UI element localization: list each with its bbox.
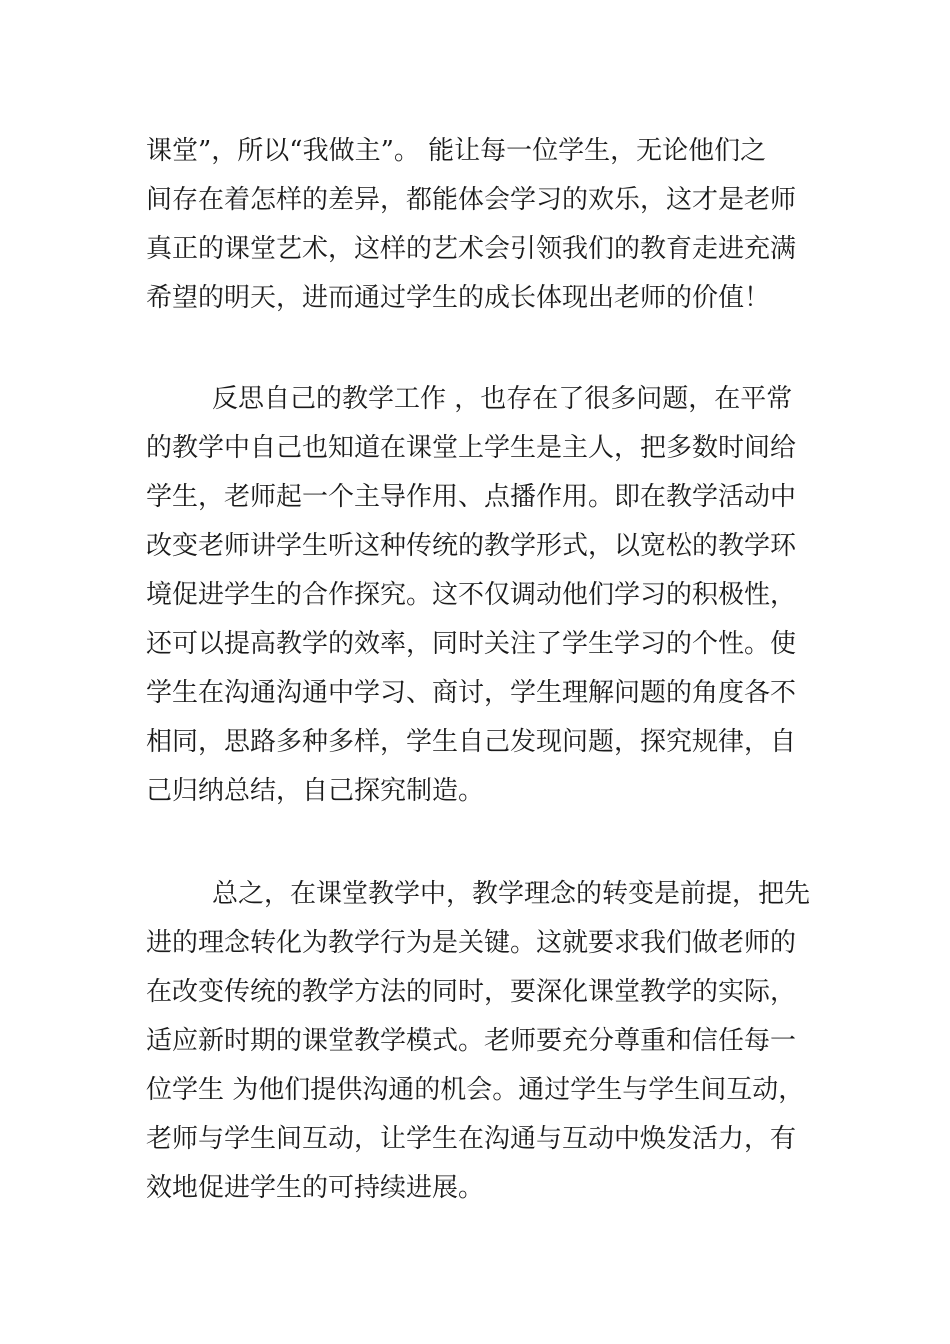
paragraph-2-line-1: 反思自己的教学工作 ，也存在了很多问题，在平常 bbox=[212, 384, 793, 414]
paragraph-2-line-6: 还可以提高教学的效率，同时关注了学生学习的个性。使 bbox=[146, 629, 797, 659]
paragraph-3-line-7: 效地促进学生的可持续进展。 bbox=[146, 1173, 485, 1203]
paragraph-3-line-6: 老师与学生间互动，让学生在沟通与互动中焕发活力，有 bbox=[146, 1124, 797, 1154]
paragraph-3-line-5: 位学生 为他们提供沟通的机会。通过学生与学生间互动， bbox=[146, 1075, 805, 1105]
paragraph-2-line-4: 改变老师讲学生听这种传统的教学形式，以宽松的教学环 bbox=[146, 531, 797, 561]
paragraph-1-line-3: 真正的课堂艺术，这样的艺术会引领我们的教育走进充满 bbox=[146, 234, 797, 264]
paragraph-2-line-9: 己归纳总结，自己探究制造。 bbox=[146, 776, 485, 806]
paragraph-1-line-4: 希望的明天，进而通过学生的成长体现出老师的价值！ bbox=[146, 283, 771, 313]
paragraph-1-line-2: 间存在着怎样的差异，都能体会学习的欢乐，这才是老师 bbox=[146, 185, 797, 215]
paragraph-2-line-3: 学生，老师起一个主导作用、点播作用。即在教学活动中 bbox=[146, 482, 797, 512]
paragraph-3-line-1: 总之，在课堂教学中，教学理念的转变是前提，把先 bbox=[212, 879, 811, 909]
paragraph-2-line-7: 学生在沟通沟通中学习、商讨，学生理解问题的角度各不 bbox=[146, 678, 797, 708]
paragraph-1-line-1: 课堂”，所以“我做主”。 能让每一位学生，无论他们之 bbox=[146, 136, 767, 166]
paragraph-3-line-2: 进的理念转化为教学行为是关键。这就要求我们做老师的 bbox=[146, 928, 797, 958]
paragraph-2-line-5: 境促进学生的合作探究。这不仅调动他们学习的积极性， bbox=[146, 580, 797, 610]
paragraph-2-line-8: 相同，思路多种多样，学生自己发现问题，探究规律，自 bbox=[146, 727, 797, 757]
paragraph-2-line-2: 的教学中自己也知道在课堂上学生是主人，把多数时间给 bbox=[146, 433, 797, 463]
paragraph-3-line-4: 适应新时期的课堂教学模式。老师要充分尊重和信任每一 bbox=[146, 1026, 797, 1056]
paragraph-3-line-3: 在改变传统的教学方法的同时，要深化课堂教学的实际， bbox=[146, 977, 797, 1007]
